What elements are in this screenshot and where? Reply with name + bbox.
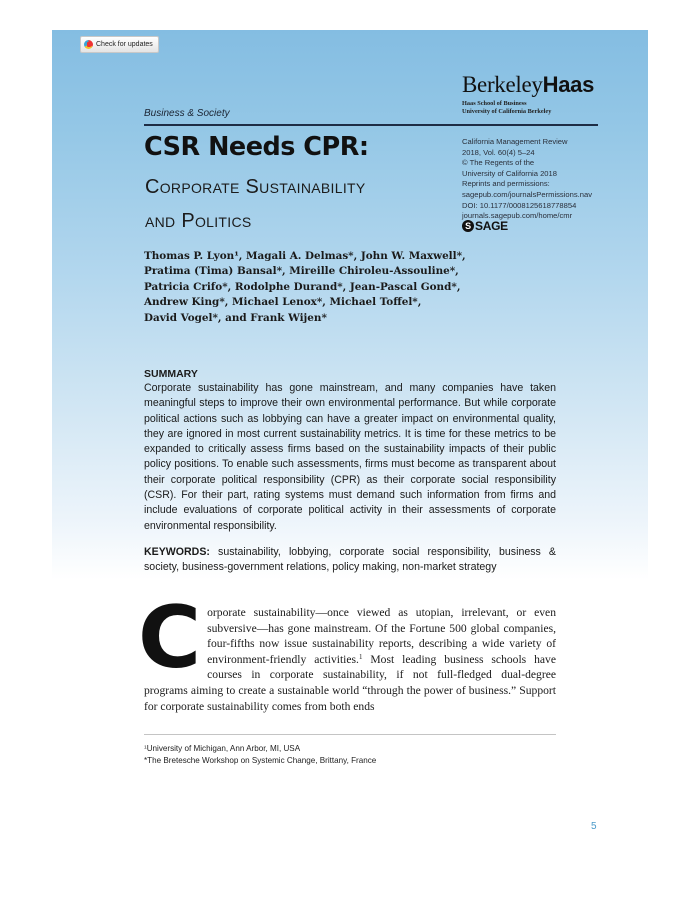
author-list bbox=[144, 249, 474, 326]
section-label: Business & Society bbox=[144, 108, 230, 119]
footnotes bbox=[144, 743, 556, 766]
check-for-updates-button[interactable] bbox=[80, 36, 159, 53]
logo-sub-line-1: Haas School of Business bbox=[462, 100, 527, 107]
author-line: David Vogel*, and Frank Wijen* bbox=[144, 311, 327, 324]
affiliation-1-text: University of Michigan, Ann Arbor, MI, USA bbox=[146, 744, 301, 753]
journal-info bbox=[462, 137, 612, 222]
doi[interactable]: DOI: 10.1177/0008125618778854 bbox=[462, 200, 577, 210]
reprints-label: Reprints and permissions: bbox=[462, 179, 550, 189]
keywords-text: sustainability, lobbying, corporate social responsibility, business & society, business-government relations, policy making, non-market strategy bbox=[144, 546, 556, 574]
body-text-part-2: Most leading business schools have courses in corporate sustainability, if not full-fledged dual-degree programs aiming to create a sustainable world “through the power of business.” Support for corporate sustainability comes from both ends bbox=[144, 652, 556, 713]
copyright-line-1: © The Regents of the bbox=[462, 158, 535, 168]
affiliation-2: *The Bretesche Workshop on Systemic Change, Brittany, France bbox=[144, 755, 377, 765]
journal-name: California Management Review bbox=[462, 137, 568, 146]
sage-logo bbox=[462, 219, 508, 233]
article-subtitle bbox=[145, 170, 435, 238]
logo-bold: Haas bbox=[542, 72, 595, 97]
logo-sub-line-2: University of California Berkeley bbox=[462, 108, 552, 115]
author-line: Thomas P. Lyon¹, Magali A. Delmas*, John W. Maxwell*, bbox=[144, 250, 466, 262]
keywords bbox=[144, 545, 556, 576]
journal-link[interactable]: journals.sagepub.com/home/cmr bbox=[462, 211, 573, 221]
author-line: Andrew King*, Michael Lenox*, Michael Toffel*, bbox=[144, 296, 422, 309]
berkeley-haas-logo bbox=[462, 72, 594, 98]
check-updates-label: Check for updates bbox=[96, 41, 153, 48]
publisher-name: SAGE bbox=[475, 219, 508, 233]
logo-regular: Berkeley bbox=[462, 72, 543, 97]
footnote-ref[interactable]: 1 bbox=[358, 652, 363, 661]
summary-heading: SUMMARY bbox=[144, 368, 198, 380]
logo-subtitle bbox=[462, 100, 551, 116]
article-title: CSR Needs CPR: bbox=[144, 132, 369, 162]
subtitle-line-1: Corporate Sustainability bbox=[145, 176, 366, 198]
page-number: 5 bbox=[591, 821, 597, 832]
header-rule bbox=[144, 124, 598, 126]
crossmark-icon bbox=[84, 40, 93, 49]
footnote-rule bbox=[144, 734, 556, 735]
keywords-label: KEYWORDS: bbox=[144, 546, 210, 558]
subtitle-line-2: and Politics bbox=[145, 210, 252, 232]
body-text bbox=[138, 588, 556, 714]
drop-cap: C bbox=[138, 588, 202, 688]
reprints-link[interactable]: sagepub.com/journalsPermissions.nav bbox=[462, 189, 593, 199]
copyright-line-2: University of California 2018 bbox=[462, 168, 557, 178]
body-text-part-1: orporate sustainability—once viewed as utopian, irrelevant, or even subversive—has gone mainstream. Of the Fortune 500 global companies, four-fifths now issue sustainability reports, describing a wide variety of environment-friendly activities. bbox=[207, 606, 556, 666]
affiliation-1 bbox=[144, 743, 556, 755]
sage-s-icon: S bbox=[462, 220, 474, 232]
author-line: Patricia Crifo*, Rodolphe Durand*, Jean-Pascal Gond*, bbox=[144, 280, 461, 293]
affiliation-1-mark: 1 bbox=[144, 745, 147, 751]
journal-volume: 2018, Vol. 60(4) 5–24 bbox=[462, 147, 535, 157]
author-line: Pratima (Tima) Bansal*, Mireille Chiroleu-Assouline*, bbox=[144, 265, 459, 278]
summary-text: Corporate sustainability has gone mainstream, and many companies have taken meaningful steps to improve their own environmental performance. But while corporate political actions such as lobbying can have a greater impact on environmental quality, they are ignored in most current sustainability metrics. It is time for these metrics to be expanded to critically assess firms based on the sustainability impacts of their public policy positions. To enable such assessments, firms must become as transparent about their corporate political responsibility (CPR) as their corporate social responsibility (CSR). For their part, rating systems must demand such information from firms and include evaluations of corporate political activity in their assessments of corporate environmental responsibility. bbox=[144, 382, 556, 532]
